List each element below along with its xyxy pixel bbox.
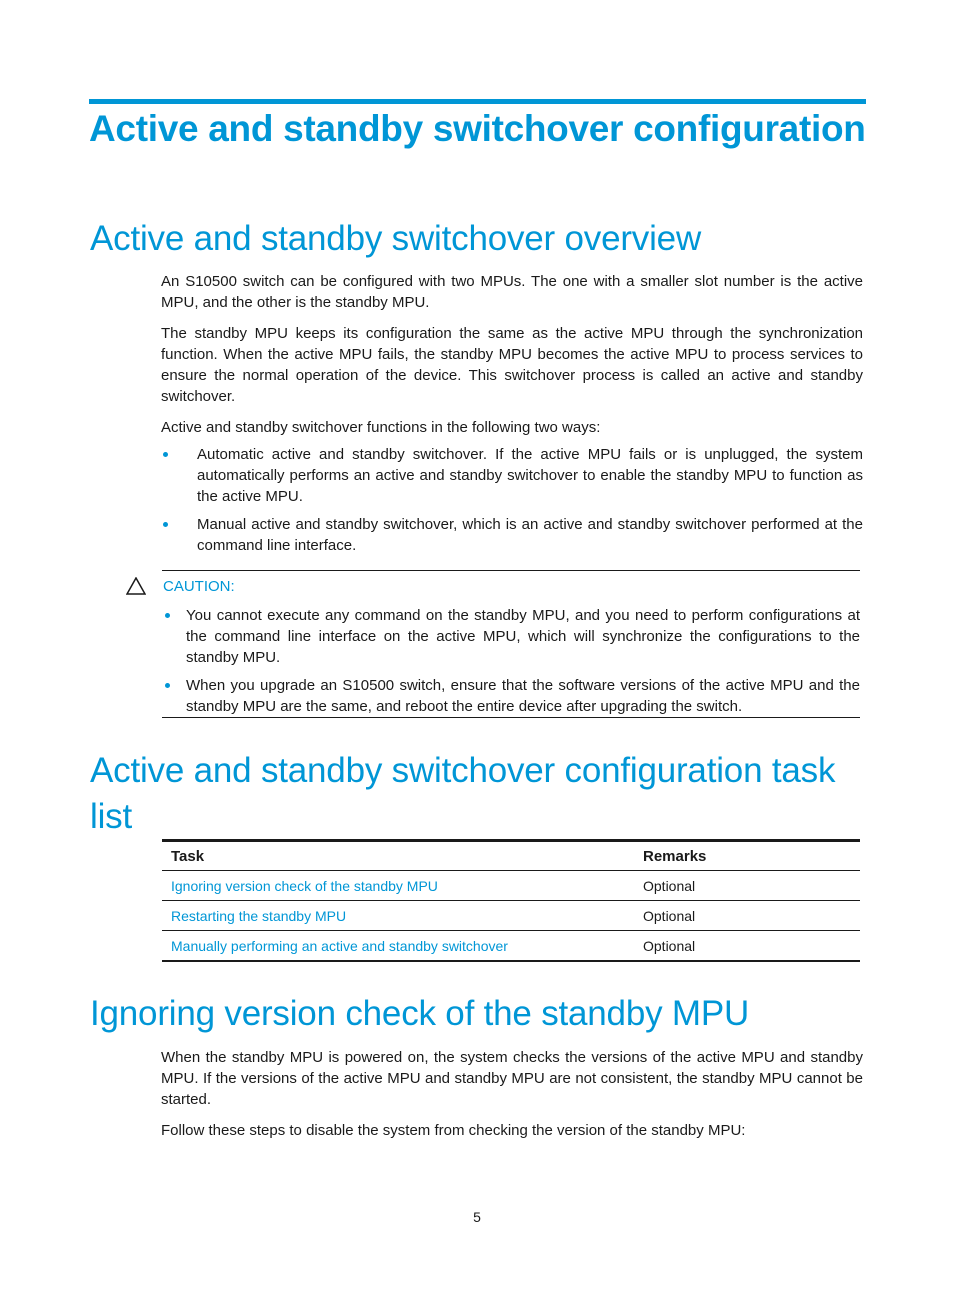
overview-bullet-1: Automatic active and standby switchover. If the active MPU fails or is unplugged, the system automatically performs an active and standby switchover to enable the standby MPU to function as the active MPU. bbox=[197, 446, 863, 505]
chapter-title: Active and standby switchover configuration bbox=[89, 108, 866, 149]
bullet-icon bbox=[165, 683, 170, 688]
overview-paragraph-3: Active and standby switchover functions in the following two ways: bbox=[161, 419, 601, 436]
task-link-ignoring-version-check[interactable]: Ignoring version check of the standby MPU bbox=[162, 871, 634, 901]
table-header-row bbox=[162, 841, 860, 871]
task-remark: Optional bbox=[634, 901, 860, 931]
table-row bbox=[162, 931, 860, 962]
ignoring-paragraph-2: Follow these steps to disable the system from checking the version of the standby MPU: bbox=[161, 1122, 746, 1139]
table-header-remarks: Remarks bbox=[634, 841, 860, 871]
task-table bbox=[162, 839, 860, 962]
caution-item-2: When you upgrade an S10500 switch, ensure that the software versions of the active MPU and the standby MPU are the same, and reboot the entire device after upgrading the switch. bbox=[186, 677, 860, 715]
table-header-task: Task bbox=[162, 841, 634, 871]
section-title-overview: Active and standby switchover overview bbox=[90, 219, 702, 258]
caution-label: CAUTION: bbox=[163, 578, 235, 595]
task-remark: Optional bbox=[634, 931, 860, 962]
section-title-ignoring: Ignoring version check of the standby MPU bbox=[90, 994, 750, 1033]
task-link-restarting-standby[interactable]: Restarting the standby MPU bbox=[162, 901, 634, 931]
bullet-icon bbox=[163, 452, 168, 457]
caution-top-rule bbox=[162, 570, 860, 571]
section-title-task-list: Active and standby switchover configuration task list bbox=[90, 751, 836, 836]
task-remark: Optional bbox=[634, 871, 860, 901]
bullet-icon bbox=[165, 613, 170, 618]
overview-bullet-2: Manual active and standby switchover, which is an active and standby switchover performed at the command line interface. bbox=[197, 516, 863, 554]
bullet-icon bbox=[163, 522, 168, 527]
caution-bottom-rule bbox=[162, 717, 860, 718]
page-number: 5 bbox=[473, 1209, 481, 1225]
caution-triangle-icon bbox=[126, 577, 146, 595]
ignoring-paragraph-1: When the standby MPU is powered on, the system checks the versions of the active MPU and standby MPU. If the versions of the active MPU and standby MPU are not consistent, the standby MPU cannot be started. bbox=[161, 1049, 863, 1108]
chapter-rule bbox=[89, 99, 866, 104]
overview-paragraph-1: An S10500 switch can be configured with two MPUs. The one with a smaller slot number is the active MPU, and the other is the standby MPU. bbox=[161, 273, 863, 311]
overview-paragraph-2: The standby MPU keeps its configuration the same as the active MPU through the synchronization function. When the active MPU fails, the standby MPU becomes the active MPU to process services to ensure the normal operation of the device. This switchover process is called an active and standby switchover. bbox=[161, 325, 863, 405]
table-row bbox=[162, 871, 860, 901]
task-link-manual-switchover[interactable]: Manually performing an active and standby switchover bbox=[162, 931, 634, 962]
caution-item-1: You cannot execute any command on the standby MPU, and you need to perform configurations at the command line interface on the active MPU, which will synchronize the configurations to the standby MPU. bbox=[186, 607, 860, 666]
table-row bbox=[162, 901, 860, 931]
